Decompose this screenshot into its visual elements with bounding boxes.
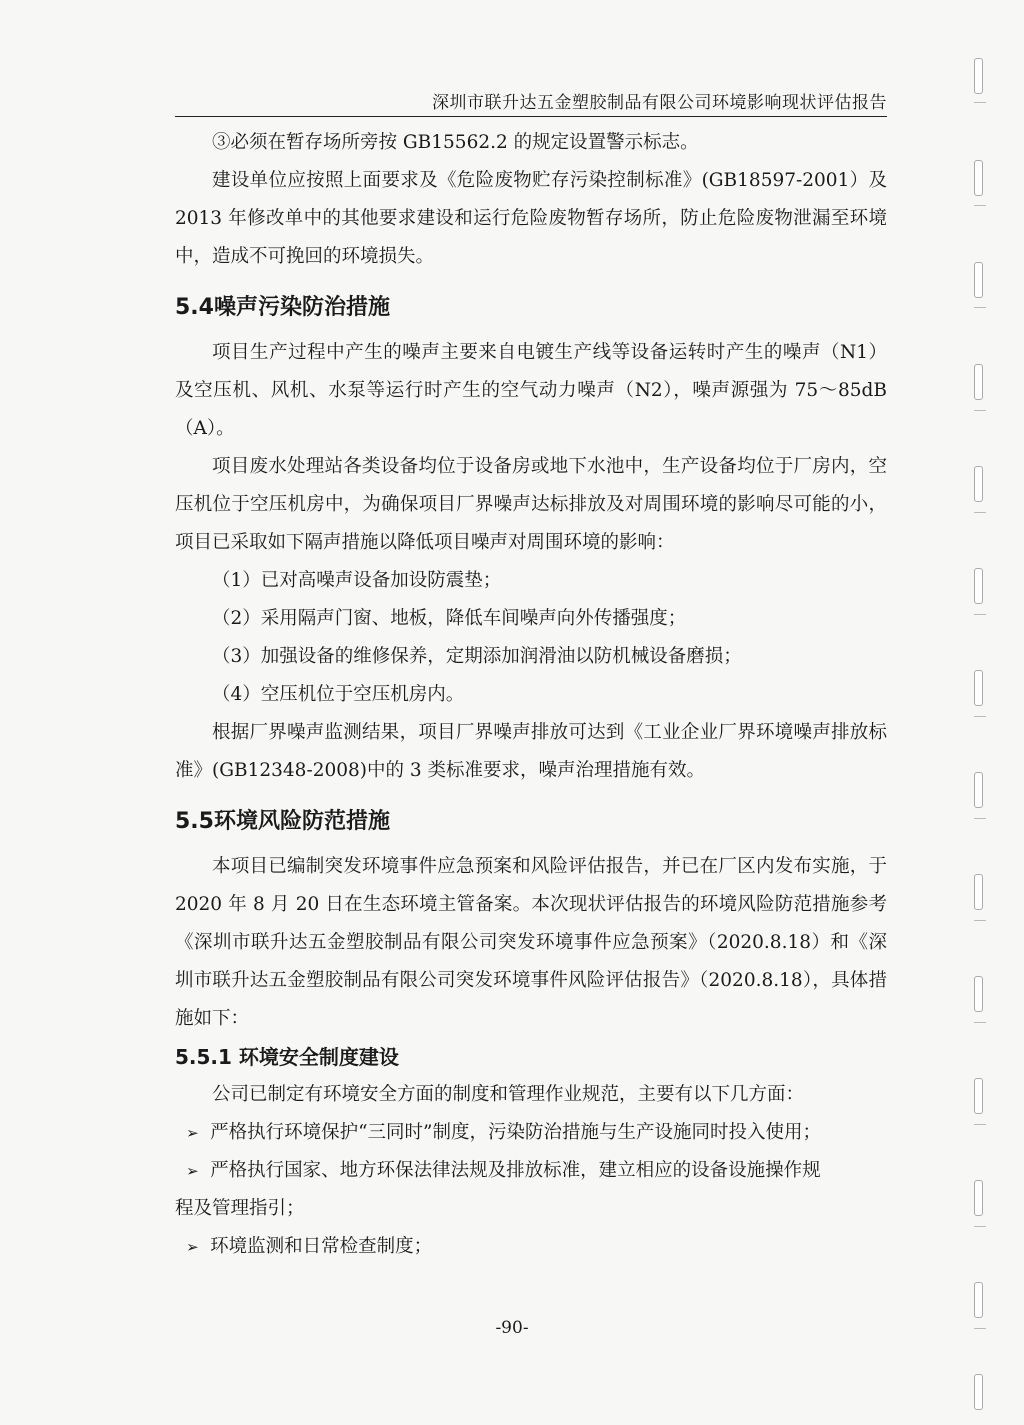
binding-tick [974,410,986,411]
bullet-item-continuation: 程及管理指引； [175,1198,305,1219]
binding-hole [974,772,983,808]
binding-tick [974,818,986,819]
list-item: （1）已对高噪声设备加设防震垫； [212,570,502,591]
bullet-item: ➢ 严格执行环境保护“三同时”制度，污染防治措施与生产设施同时投入使用； [175,1114,887,1152]
binding-hole [974,1374,983,1410]
binding-tick [974,1226,986,1227]
section-heading-5-5: 5.5环境风险防范措施 [175,809,390,834]
binding-tick [974,1328,986,1329]
binding-hole [974,1180,983,1216]
binding-hole [974,262,983,298]
bullet-item: ➢ 严格执行国家、地方环保法律法规及排放标准，建立相应的设备设施操作规 [175,1152,887,1190]
binding-hole [974,1282,983,1318]
binding-tick [974,920,986,921]
section-heading-5-4: 5.4噪声污染防治措施 [175,295,390,320]
arrow-bullet-icon: ➢ [186,1124,199,1142]
document-body [175,124,887,1266]
paragraph: ③必须在暂存场所旁按 GB15562.2 的规定设置警示标志。 [212,132,699,153]
binding-holes [974,0,986,1425]
binding-tick [974,307,986,308]
binding-tick [974,1022,986,1023]
bullet-item: ➢ 环境监测和日常检查制度； [175,1228,887,1266]
binding-hole [974,466,983,502]
binding-tick [974,205,986,206]
paragraph: 项目生产过程中产生的噪声主要来自电镀生产线等设备运转时产生的噪声（N1）及空压机、风机、水泵等运行时产生的空气动力噪声（N2），噪声源强为 75～85dB（A）。 [175,342,887,439]
list-item: （2）采用隔声门窗、地板，降低车间噪声向外传播强度； [212,608,687,629]
paragraph: 根据厂界噪声监测结果，项目厂界噪声排放可达到《工业企业厂界环境噪声排放标准》(GB12348-2008)中的 3 类标准要求，噪声治理措施有效。 [175,722,887,781]
binding-hole [974,160,983,196]
binding-hole [974,1078,983,1114]
paragraph: 项目废水处理站各类设备均位于设备房或地下水池中，生产设备均位于厂房内，空压机位于空压机房中，为确保项目厂界噪声达标排放及对周围环境的影响尽可能的小，项目已采取如下隔声措施以降低项目噪声对周围环境的影响： [175,456,887,553]
binding-hole [974,58,983,94]
page-header: 深圳市联升达五金塑胶制品有限公司环境影响现状评估报告 [175,88,887,117]
binding-hole [974,670,983,706]
binding-tick [974,614,986,615]
paragraph: 本项目已编制突发环境事件应急预案和风险评估报告，并已在厂区内发布实施，于 2020 年 8 月 20 日在生态环境主管备案。本次现状评估报告的环境风险防范措施参考《深圳市联升达五金塑胶制品有限公司突发环境事件应急预案》（2020.8.18）和《深圳市联升达五金塑胶制品有限公司突发环境事件风险评估报告》（2020.8.18），具体措施如下： [175,856,887,1029]
list-item: （4）空压机位于空压机房内。 [212,684,465,705]
list-item: （3）加强设备的维修保养，定期添加润滑油以防机械设备磨损； [212,646,742,667]
binding-hole [974,568,983,604]
arrow-bullet-icon: ➢ [186,1238,199,1256]
binding-hole [974,364,983,400]
binding-tick [974,102,986,103]
paragraph: 建设单位应按照上面要求及《危险废物贮存污染控制标准》(GB18597-2001）及 2013 年修改单中的其他要求建设和运行危险废物暂存场所，防止危险废物泄漏至环境中，造成不可挽回的环境损失。 [175,170,887,267]
paragraph: 公司已制定有环境安全方面的制度和管理作业规范，主要有以下几方面： [212,1084,805,1105]
binding-hole [974,976,983,1012]
subsection-heading-5-5-1: 5.5.1 环境安全制度建设 [175,1045,399,1069]
binding-hole [974,874,983,910]
binding-tick [974,1124,986,1125]
binding-tick [974,716,986,717]
page-number: -90- [495,1318,529,1338]
arrow-bullet-icon: ➢ [186,1162,199,1180]
binding-tick [974,512,986,513]
